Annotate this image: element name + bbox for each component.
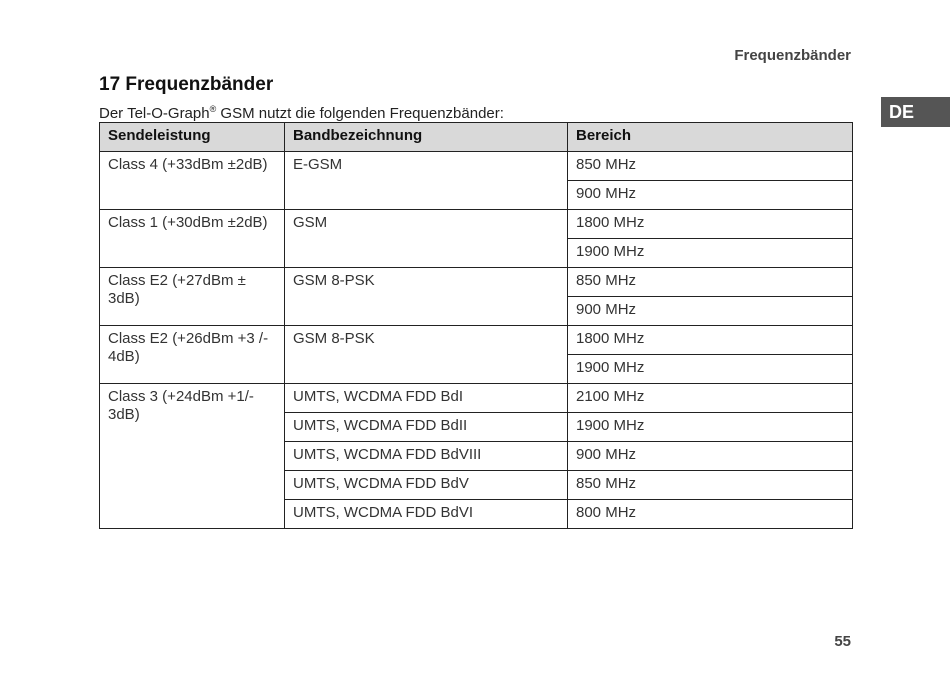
table-row [100,152,853,181]
band-cell: UMTS, WCDMA FDD BdVI [285,500,568,529]
table-header-row [100,123,853,152]
band-cell: GSM [285,210,568,268]
language-tab: DE [881,97,950,127]
range-cell: 1800 MHz [568,326,853,355]
range-cell: 800 MHz [568,500,853,529]
range-cell: 900 MHz [568,181,853,210]
range-cell: 1900 MHz [568,239,853,268]
band-cell: GSM 8-PSK [285,326,568,384]
header-sendeleistung: Sendeleistung [100,123,285,152]
table-row [100,384,853,413]
band-cell: UMTS, WCDMA FDD BdV [285,471,568,500]
range-cell: 850 MHz [568,471,853,500]
intro-text [99,104,504,122]
range-cell: 1900 MHz [568,355,853,384]
range-cell: 1800 MHz [568,210,853,239]
power-cell: Class E2 (+26dBm +3 /- 4dB) [100,326,285,384]
band-cell: UMTS, WCDMA FDD BdVIII [285,442,568,471]
power-cell: Class 4 (+33dBm ±2dB) [100,152,285,210]
frequency-band-table [99,122,853,529]
range-cell: 850 MHz [568,152,853,181]
range-cell: 1900 MHz [568,413,853,442]
range-cell: 900 MHz [568,442,853,471]
page-number: 55 [834,633,851,650]
section-title: 17 Frequenzbänder [99,74,274,95]
registered-mark: ® [209,104,217,114]
band-cell: E-GSM [285,152,568,210]
running-header: Frequenzbänder [734,47,851,64]
table-row [100,268,853,297]
header-bereich: Bereich [568,123,853,152]
band-cell: UMTS, WCDMA FDD BdI [285,384,568,413]
band-cell: GSM 8-PSK [285,268,568,326]
range-cell: 850 MHz [568,268,853,297]
table-row [100,326,853,355]
range-cell: 900 MHz [568,297,853,326]
table-row [100,210,853,239]
intro-text-start: Der Tel-O-Graph [99,105,210,122]
range-cell: 2100 MHz [568,384,853,413]
band-cell: UMTS, WCDMA FDD BdII [285,413,568,442]
power-cell: Class 3 (+24dBm +1/- 3dB) [100,384,285,529]
intro-text-end: GSM nutzt die folgenden Frequenzbänder: [216,105,504,122]
header-bandbezeichnung: Bandbezeichnung [285,123,568,152]
power-cell: Class E2 (+27dBm ± 3dB) [100,268,285,326]
power-cell: Class 1 (+30dBm ±2dB) [100,210,285,268]
